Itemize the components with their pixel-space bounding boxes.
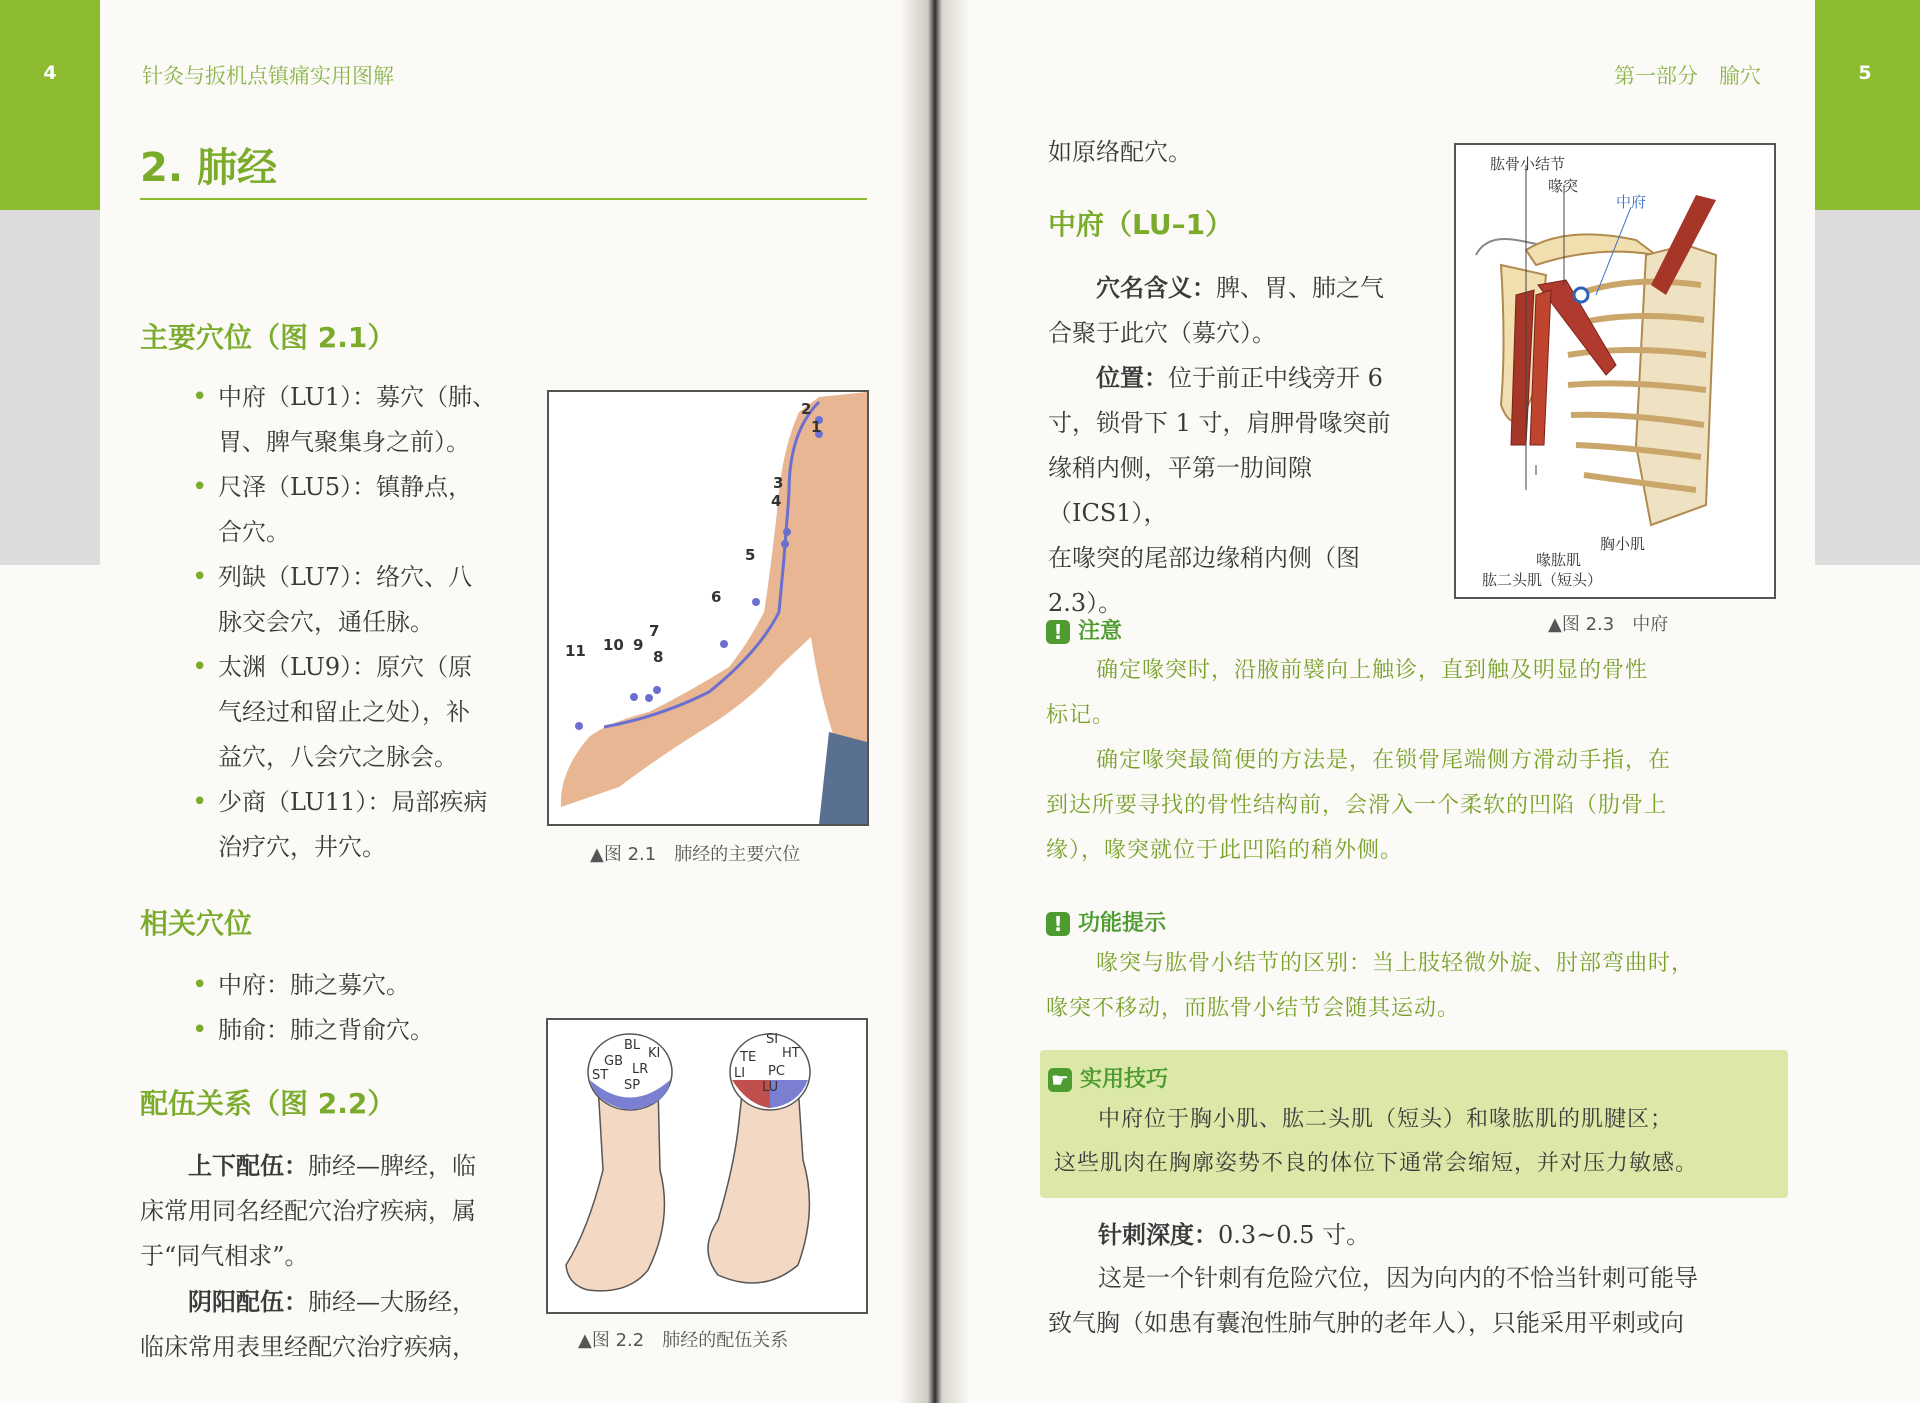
related-point-item: • 中府：肺之募穴。: [192, 963, 512, 1008]
main-point-text: 脉交会穴，通任脉。: [218, 608, 434, 636]
chapter-title: 2. 肺经: [140, 145, 277, 191]
meridian-abbrev-label: GB: [604, 1054, 623, 1069]
foot-drawing: [566, 1034, 672, 1291]
label-lesser-tubercle: 肱骨小结节: [1490, 155, 1566, 173]
meaning-label: 穴名含义：: [1096, 273, 1216, 302]
right-running-header: 第一部分 腧穴: [1614, 64, 1761, 88]
hand-pointer-icon: ☛: [1048, 1068, 1072, 1092]
right-page-tab: [1815, 0, 1920, 210]
pairing-line: 阴阳配伍：肺经—大肠经，: [188, 1287, 476, 1316]
left-running-header: 针灸与扳机点镇痛实用图解: [142, 64, 394, 88]
exclamation-icon: !: [1046, 912, 1070, 936]
main-point-text: • 太渊（LU9）：原穴（原: [218, 653, 473, 681]
right-page-tab-gray: [1815, 210, 1920, 565]
practical-tips-box: [1040, 1050, 1788, 1198]
needling-depth: [1098, 1212, 1370, 1258]
depth-label: 针刺深度：: [1098, 1220, 1218, 1249]
label-coracoid: 喙突: [1548, 177, 1579, 195]
note-line: 确定喙突最简便的方法是，在锁骨尾端侧方滑动手指，在: [1096, 748, 1672, 773]
figure-2-2-caption: ▲图 2.2 肺经的配伍关系: [578, 1330, 789, 1351]
location-line: 在喙突的尾部边缘稍内侧（图: [1048, 544, 1360, 572]
skill-line: 这些肌肉在胸廓姿势不良的体位下通常会缩短，并对压力敏感。: [1054, 1151, 1699, 1176]
pairing-line: 于“同气相求”。: [140, 1242, 309, 1270]
meridian-abbrev-label: LI: [734, 1066, 746, 1081]
point-title: 中府（LU–1）: [1048, 208, 1234, 241]
depth-value: 0.3~0.5 寸。: [1218, 1221, 1371, 1249]
main-point-text: • 列缺（LU7）：络穴、八: [218, 563, 473, 591]
main-point-text: • 中府（LU1）：募穴（肺、: [218, 383, 497, 411]
tip-line: 喙突与肱骨小结节的区别：当上肢轻微外旋、肘部弯曲时，: [1096, 951, 1695, 976]
main-point-item: [192, 375, 532, 465]
skill-title: 实用技巧: [1080, 1067, 1169, 1092]
section-main-points: 主要穴位（图 2.1）: [140, 321, 396, 354]
main-point-item: [192, 780, 532, 870]
location-line: 位置：位于前正中线旁开 6: [1096, 363, 1383, 392]
note-heading: [1046, 614, 1122, 645]
meaning-text: [1048, 265, 1428, 356]
meridian-abbrev-label: BL: [624, 1038, 641, 1053]
main-point-text: 气经过和留止之处），补: [218, 698, 470, 726]
location-text: [1048, 355, 1428, 626]
location-line: 2.3）。: [1048, 589, 1123, 617]
arm-illustration: [549, 392, 867, 824]
related-points-list: [192, 963, 512, 1053]
tip-line: 喙突不移动，而肱骨小结节会随其运动。: [1046, 996, 1461, 1021]
figure-2-3: [1454, 143, 1776, 599]
pairing-bold: 上下配伍：: [188, 1151, 308, 1180]
label-biceps-short-head: 肱二头肌（短头）: [1482, 571, 1603, 589]
acupoint-number-label: 8: [653, 648, 664, 666]
label-coracobrachialis: 喙肱肌: [1536, 551, 1582, 569]
figure-2-1-caption: ▲图 2.1 肺经的主要穴位: [590, 844, 801, 865]
acupoint-number-label: 1: [811, 418, 822, 436]
meridian-abbrev-label: SP: [624, 1078, 641, 1093]
acupoint-number-label: 7: [649, 622, 660, 640]
skill-line: 中府位于胸小肌、肱二头肌（短头）和喙肱肌的肌腱区；: [1098, 1107, 1674, 1132]
acupoint-number-label: 4: [771, 492, 782, 510]
hand-drawing: [708, 1034, 810, 1283]
book-spine: [900, 0, 970, 1403]
main-point-item: [192, 645, 532, 780]
meridian-abbrev-label: PC: [768, 1064, 785, 1079]
location-line: 缘稍内侧，平第一肋间隙（ICS1），: [1048, 454, 1312, 527]
meaning-line: 合聚于此穴（募穴）。: [1048, 319, 1276, 347]
right-page-number: 5: [1858, 62, 1872, 84]
foot-hand-illustration: [548, 1020, 866, 1312]
pairing-bold: 阴阳配伍：: [188, 1287, 308, 1316]
meridian-abbrev-label: SI: [766, 1032, 779, 1047]
closing-line: 致气胸（如患有囊泡性肺气肿的老年人），只能采用平刺或向: [1048, 1309, 1684, 1337]
related-point-item: • 肺俞：肺之背俞穴。: [192, 1008, 512, 1053]
location-line: 寸，锁骨下 1 寸，肩胛骨喙突前: [1048, 409, 1391, 437]
main-point-item: [192, 555, 532, 645]
main-point-text: 益穴，八会穴之脉会。: [218, 743, 458, 771]
note-title: 注意: [1078, 619, 1123, 644]
meridian-abbrev-label: TE: [740, 1050, 757, 1065]
label-zhongfu: 中府: [1616, 193, 1647, 211]
tip-text: [1046, 941, 1786, 1031]
note-line: 到达所要寻找的骨性结构前，会滑入一个柔软的凹陷（肋骨上: [1046, 793, 1668, 818]
meridian-abbrev-label: HT: [782, 1046, 800, 1061]
section-pairing: 配伍关系（图 2.2）: [140, 1087, 396, 1120]
main-point-text: • 尺泽（LU5）：镇静点，: [218, 473, 473, 501]
acupoint-number-label: 11: [565, 642, 586, 660]
pairing-text: [140, 1143, 520, 1370]
pairing-line: 床常用同名经配穴治疗疾病，属: [140, 1197, 476, 1225]
skill-text: [1054, 1098, 1784, 1186]
pairing-line: 临床常用表里经配穴治疗疾病，: [140, 1333, 476, 1361]
meridian-abbrev-label: LR: [632, 1062, 649, 1077]
main-point-text: 治疗穴，井穴。: [218, 833, 386, 861]
tip-title: 功能提示: [1078, 911, 1167, 936]
left-page-tab-gray: [0, 210, 100, 565]
main-point-text: • 少商（LU11）：局部疾病: [218, 788, 488, 816]
section-related-points: 相关穴位: [140, 907, 253, 940]
shoulder-anatomy-illustration: [1456, 145, 1774, 597]
acupoint-number-label: 9: [633, 636, 644, 654]
skill-heading: [1048, 1062, 1168, 1093]
note-text: [1046, 648, 1786, 873]
figure-2-1: [547, 390, 869, 826]
location-label: 位置：: [1096, 363, 1168, 392]
meridian-abbrev-label: ST: [592, 1068, 609, 1083]
acupoint-number-label: 6: [711, 588, 722, 606]
intro-line: 如原络配穴。: [1048, 138, 1192, 166]
closing-text: [1048, 1256, 1788, 1346]
closing-line: 这是一个针刺有危险穴位，因为向内的不恰当针刺可能导: [1098, 1264, 1698, 1292]
acupoint-number-label: 10: [603, 636, 624, 654]
main-point-item: [192, 465, 532, 555]
note-line: 标记。: [1046, 703, 1116, 728]
main-point-text: 合穴。: [218, 518, 290, 546]
meaning-line: 穴名含义：脾、胃、肺之气: [1096, 273, 1384, 302]
meridian-abbrev-label: KI: [648, 1046, 661, 1061]
label-pectoralis-minor: 胸小肌: [1600, 535, 1646, 553]
figure-2-2: [546, 1018, 868, 1314]
note-line: 确定喙突时，沿腋前襞向上触诊，直到触及明显的骨性: [1096, 658, 1649, 683]
tip-heading: [1046, 906, 1166, 937]
pairing-line: 上下配伍：肺经—脾经，临: [188, 1151, 476, 1180]
acupoint-number-label: 3: [773, 474, 784, 492]
exclamation-icon: !: [1046, 620, 1070, 644]
main-point-text: 胃、脾气聚集身之前）。: [218, 428, 470, 456]
main-points-list: [192, 375, 532, 870]
note-line: 缘），喙突就位于此凹陷的稍外侧。: [1046, 838, 1404, 863]
acupoint-number-label: 2: [801, 400, 812, 418]
left-page-tab: [0, 0, 100, 210]
acupoint-number-label: 5: [745, 546, 756, 564]
figure-2-3-caption: ▲图 2.3 中府: [1548, 614, 1669, 635]
chapter-title-rule: [140, 198, 867, 200]
meridian-abbrev-label: LU: [762, 1080, 779, 1095]
left-page-number: 4: [43, 62, 57, 84]
